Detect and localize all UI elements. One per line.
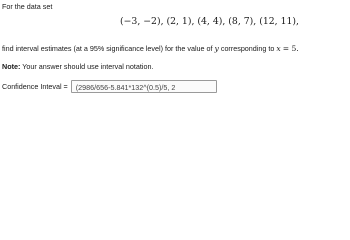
note-label: Note: <box>2 62 21 71</box>
confidence-interval-label: Confidence Inteval = <box>2 81 68 91</box>
question-equals: = 5. <box>282 44 299 53</box>
answer-row <box>2 79 217 93</box>
variable-x: x <box>276 44 281 53</box>
data-set-points: (−3, −2), (2, 1), (4, 4), (8, 7), (12, 11), <box>120 16 299 27</box>
question-prefix: find interval estimates (at a 95% significance level) for the value of <box>2 44 213 53</box>
note-text: Your answer should use interval notation. <box>22 62 154 71</box>
answer-note <box>2 62 153 71</box>
question-middle: corresponding to <box>220 44 275 53</box>
problem-question <box>2 44 299 53</box>
confidence-interval-input[interactable]: (2986/656-5.841*132^(0.5)/5, 2 <box>71 80 217 93</box>
variable-y: y <box>214 44 219 53</box>
problem-intro: For the data set <box>2 2 53 11</box>
